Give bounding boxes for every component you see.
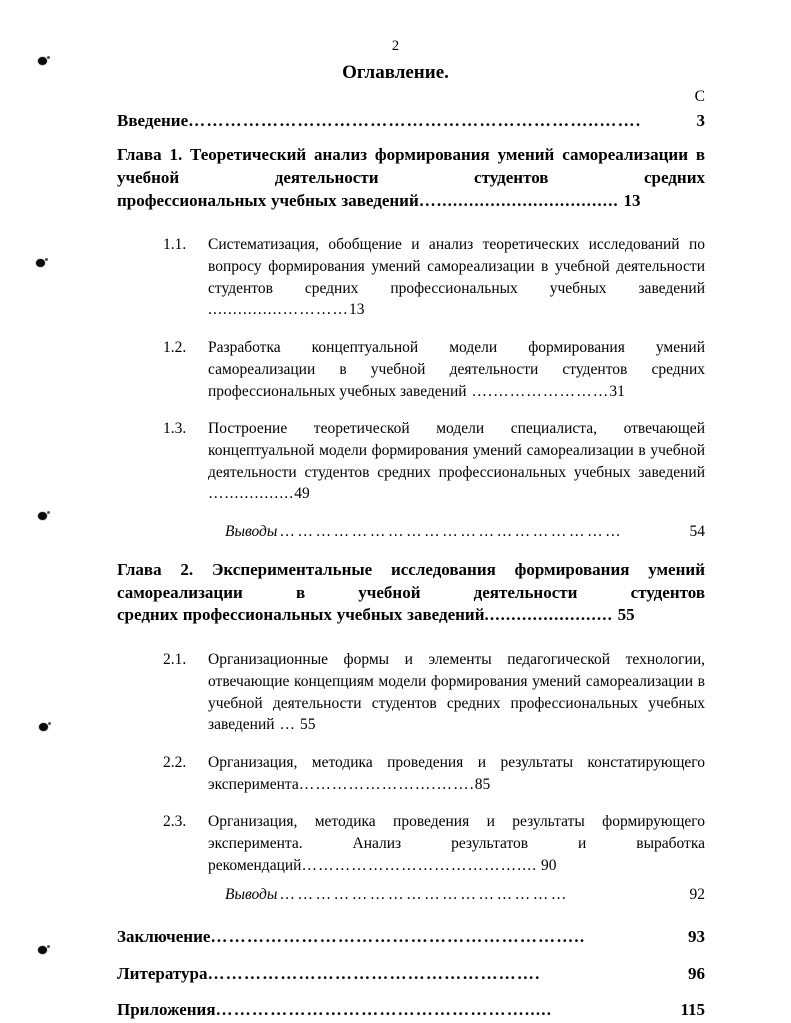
section-title: Организационные формы и элементы педагогической технологии, отвечающие концепциям модели формирования умений самореализации в учебной деятельности студентов средних профессиональных учебных заведений — [208, 651, 705, 734]
toc-entry-page: 54 — [689, 522, 705, 540]
toc-entry-section-1-2[interactable] — [117, 337, 705, 402]
leader-dots: ...............………… — [208, 301, 350, 319]
section-number: 2.3. — [163, 813, 187, 831]
punch-hole-mark — [39, 723, 48, 731]
section-number: 1.3. — [163, 420, 187, 438]
section-number: 2.2. — [163, 754, 187, 771]
chapter-line-2: самореализации в учебной деятельности студентов средних — [117, 145, 705, 187]
toc-entry-page: 55 — [300, 716, 316, 734]
toc-entry-conclusions-chapter-1[interactable] — [117, 523, 705, 541]
punch-hole-mark — [38, 946, 47, 954]
leader-dots: ........................ — [484, 605, 613, 625]
section-number: 1.1. — [163, 236, 187, 254]
leader-dots: ….................................. — [418, 190, 619, 210]
toc-entry-section-1-1[interactable] — [117, 234, 705, 321]
toc-entry-page: 90 — [541, 856, 557, 874]
toc-entry-chapter-1[interactable] — [117, 144, 705, 212]
section-title: Организация, методика проведения и результаты констатирующего эксперимента — [208, 754, 705, 793]
table-of-contents — [117, 110, 705, 1021]
toc-entry-page: 93 — [688, 927, 705, 947]
section-number: 1.2. — [163, 339, 187, 357]
toc-entry-page: 3 — [696, 111, 705, 130]
leader-dots: … — [274, 716, 297, 734]
toc-entry-chapter-2[interactable] — [117, 559, 705, 627]
toc-entry-page: 13 — [349, 301, 365, 319]
toc-entry-page: 85 — [474, 775, 491, 793]
toc-entry-page: 55 — [617, 605, 635, 625]
chapter-line-3: профессиональных учебных заведений — [117, 190, 419, 210]
section-title: Организация, методика проведения и результаты формирующего эксперимента. Анализ результатов и выработка рекомендаций — [208, 813, 705, 874]
toc-entry-section-2-2[interactable] — [117, 752, 705, 795]
leader-dots: ………………………………………………. — [207, 963, 541, 983]
toc-entry-label: Введение — [117, 111, 189, 130]
toc-entry-conclusion[interactable] — [117, 926, 705, 948]
toc-entry-page: 49 — [294, 485, 310, 503]
toc-entry-page: 13 — [623, 190, 641, 210]
toc-entry-page: 96 — [688, 963, 705, 983]
punch-hole-mark — [36, 259, 45, 267]
section-title: Построение теоретической модели специалиста, отвечающей концептуальной модели формирования умений самореализации в учебной деятельности студентов средних профессиональных учебных заведений — [208, 420, 705, 481]
toc-entry-page: 115 — [680, 999, 705, 1019]
toc-entry-page: 31 — [609, 382, 625, 400]
section-title: Систематизация, обобщение и анализ теоретических исследований по вопросу формирования умений самореализации в учебной деятельности студентов средних профессиональных учебных заведений — [208, 236, 705, 297]
leader-dots: …………………………………………………….. — [210, 927, 586, 947]
toc-entry-label: Приложения — [117, 999, 216, 1019]
section-number: 2.1. — [163, 651, 187, 669]
section-title: Разработка концептуальной модели формирования умений самореализации в учебной деятельности студентов средних профессиональных учебных заведений — [208, 339, 705, 400]
chapter-line-1: Глава 1. Теоретический анализ формирования умений — [117, 145, 555, 165]
chapter-line-3: средних профессиональных учебных заведений — [117, 605, 485, 625]
toc-entry-introduction[interactable] — [117, 110, 705, 132]
leader-dots: ….............. — [208, 485, 295, 503]
toc-entry-section-1-3[interactable] — [117, 418, 705, 505]
leader-dots: …………………….……. — [298, 775, 475, 793]
leader-dots: ………………………………………… — [279, 886, 569, 904]
punch-hole-mark — [38, 512, 47, 520]
toc-entry-appendices[interactable] — [117, 999, 705, 1021]
toc-entry-label: Выводы — [225, 522, 278, 540]
toc-entry-page: 92 — [689, 886, 705, 904]
toc-entry-conclusions-chapter-2[interactable] — [117, 886, 705, 904]
toc-entry-bibliography[interactable] — [117, 963, 705, 985]
leader-dots: ….………………… — [466, 382, 610, 400]
leader-dots: ………………………………….... — [301, 856, 538, 874]
chapter-line-2: умений самореализации в учебной деятельности студентов — [117, 559, 705, 602]
toc-entry-label: Заключение — [117, 927, 211, 947]
page-title: Оглавление. — [342, 62, 449, 83]
leader-dots: ………………………………………………… — [279, 522, 624, 540]
leader-dots: ……………………………………………..... — [215, 999, 553, 1019]
toc-entry-label: Литература — [117, 963, 208, 983]
toc-entry-section-2-1[interactable] — [117, 649, 705, 736]
toc-entry-section-2-3[interactable] — [117, 811, 705, 876]
leader-dots: …………………………………………………………..……. — [188, 111, 642, 130]
chapter-line-1: Глава 2. Экспериментальные исследования формирования — [117, 559, 630, 579]
page-column-header: С — [694, 88, 705, 105]
toc-entry-label: Выводы — [225, 886, 278, 904]
page-number-folio: 2 — [391, 38, 400, 54]
